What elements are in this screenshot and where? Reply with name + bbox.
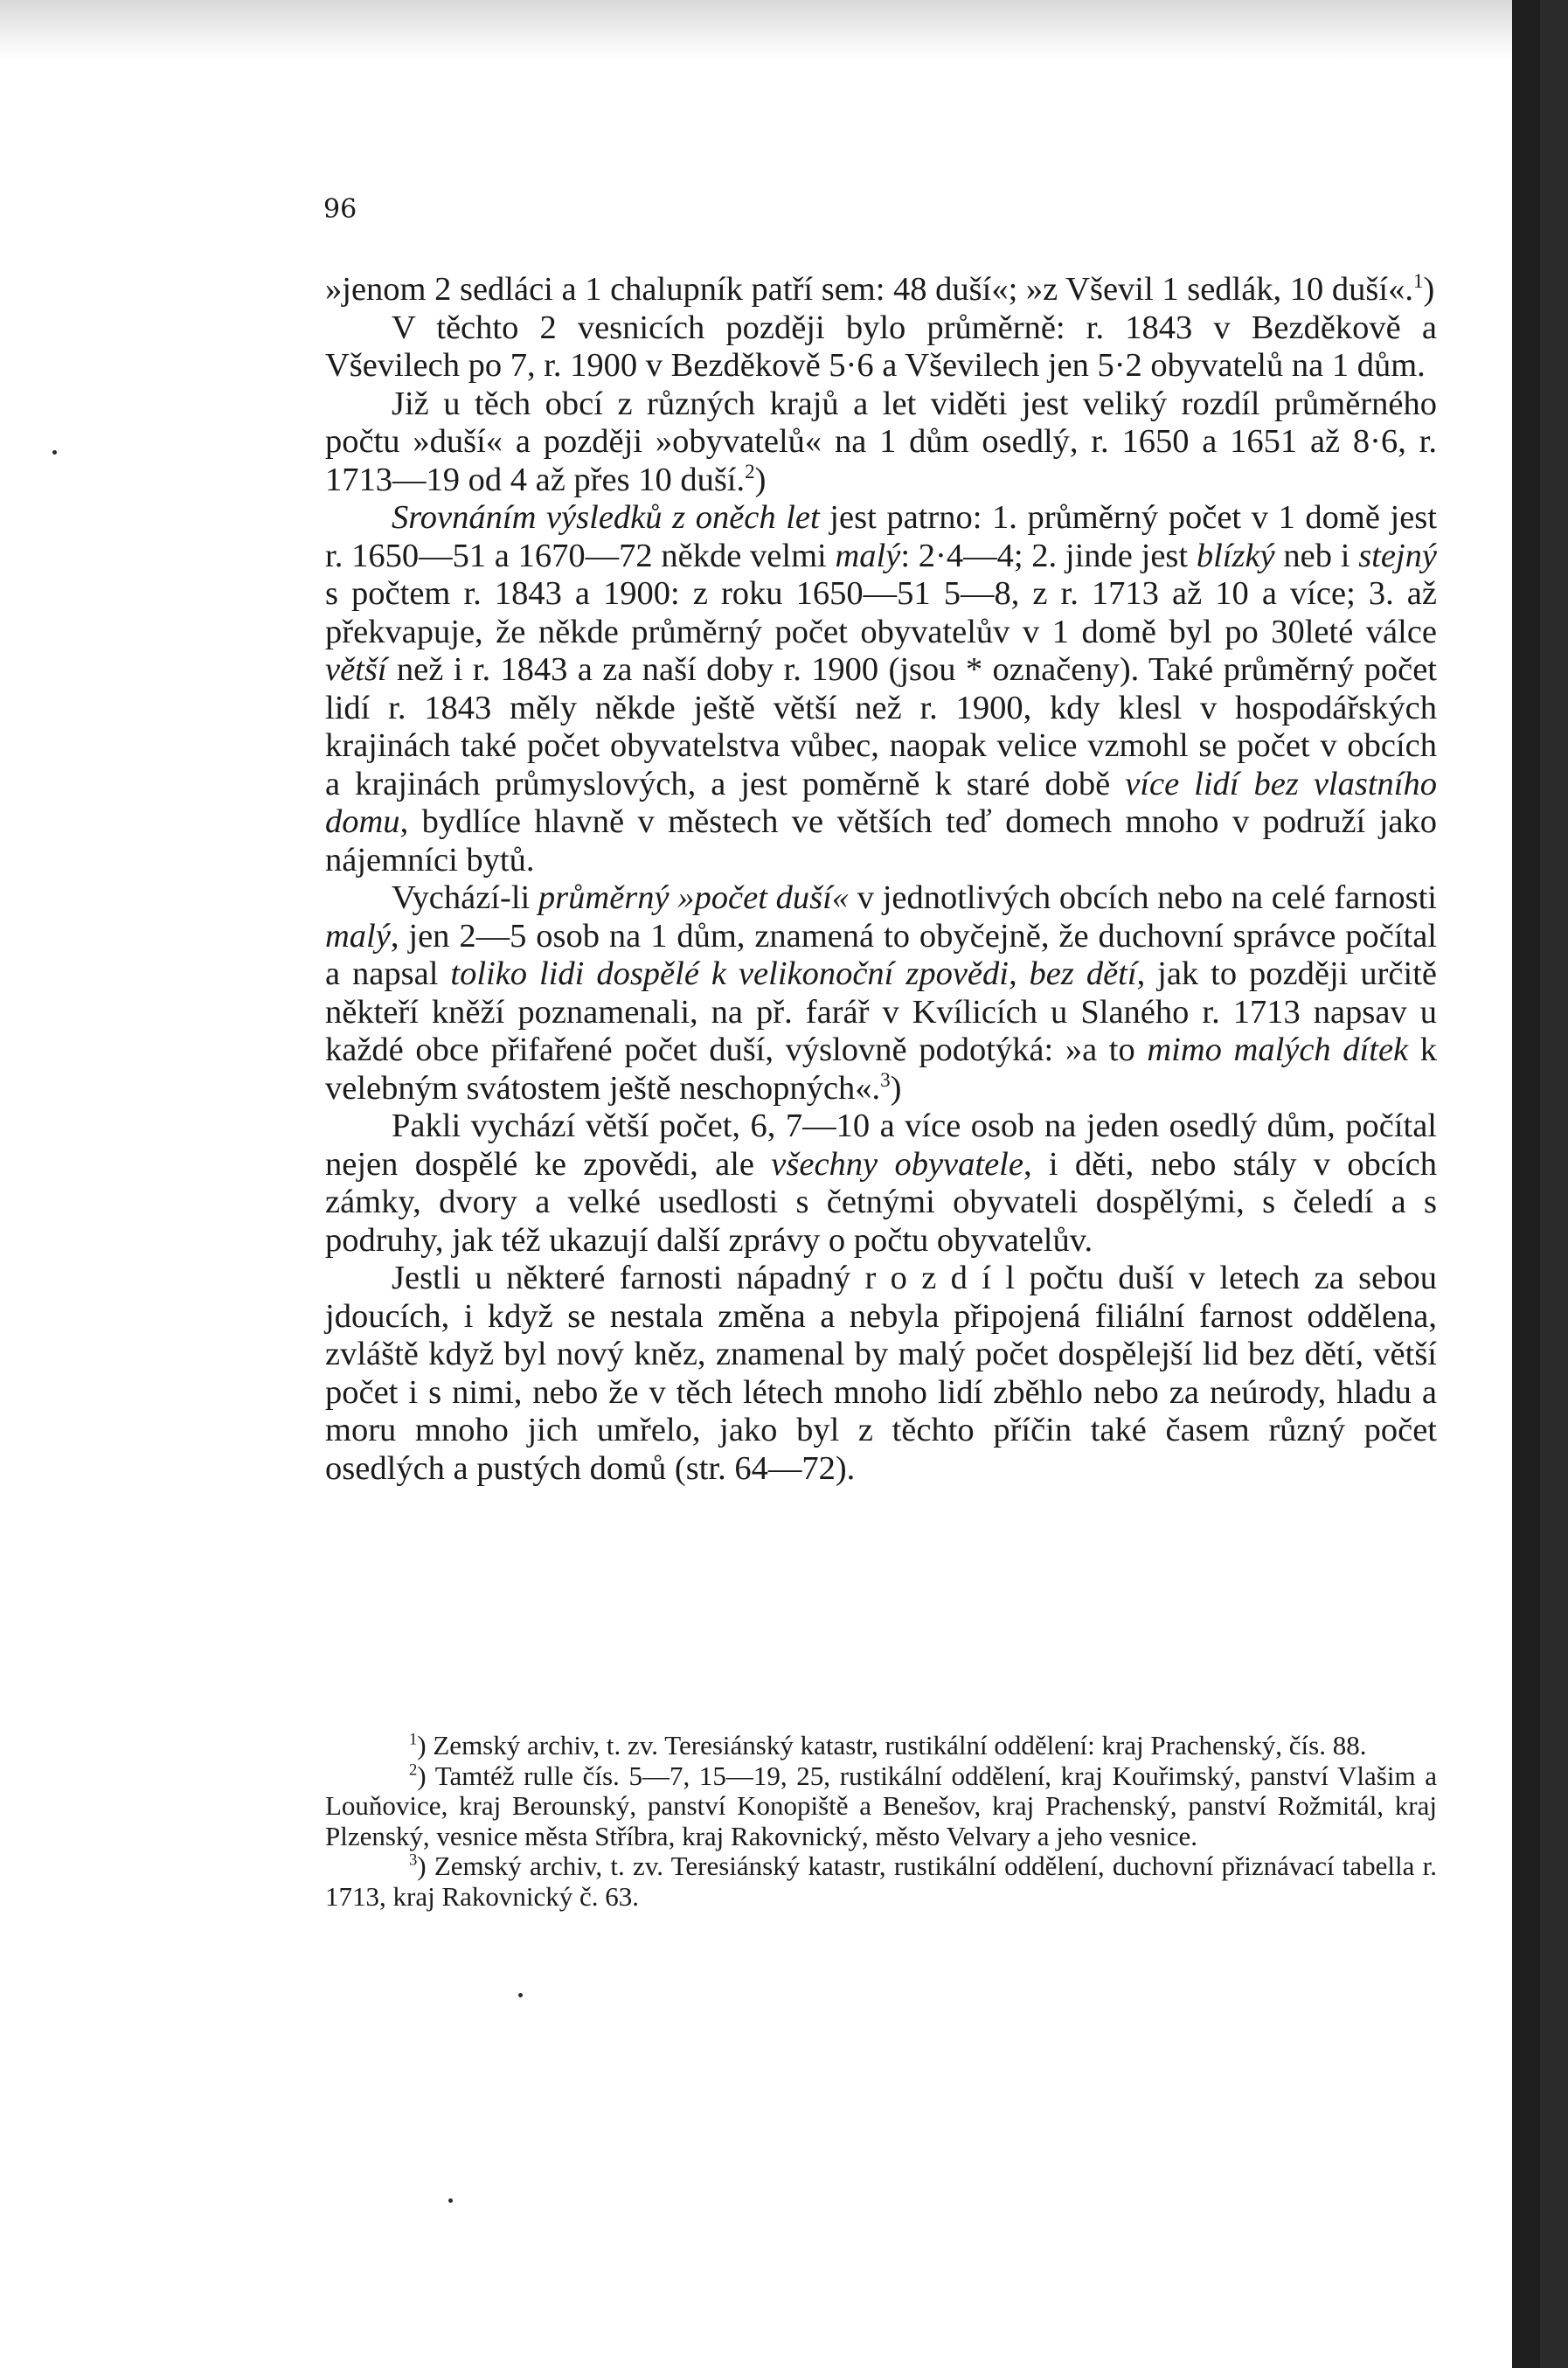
paragraph-3: Již u těch obcí z různých krajů a let viděti jest veliký rozdíl průměrného počtu »duší« a později »obyvatelů« na 1 dům osedlý, r. 1650 a 1651 až 8·6, r. 1713—19 od 4 až přes 10 duší.$^2$) [325, 385, 1437, 498]
paragraph-4: Srovnáním výsledků z oněch let jest patrno: 1. průměrný počet v 1 domě jest r. 1650—51 a 1670—72 někde velmi malý: 2·4—4; 2. jinde jest blízký neb i stejný s počtem r. 1843 a 1900: z roku 1650—51 5—8, z r. 1713 až 10 a více; 3. až překvapuje, že někde průměrný počet obyvatelův v 1 domě byl po 30leté válce větší než i r. 1843 a za naší doby r. 1900 (jsou * označeny). Také průměrný počet lidí r. 1843 měly někde ještě větší než r. 1900, kdy klesl v hospodářských krajinách také počet obyvatelstva vůbec, naopak velice vzmohl se počet v obcích a krajinách průmyslových, a jest poměrně k staré době více lidí bez vlastního domu, bydlíce hlavně v městech ve větších teď domech mnoho v podruží jako nájemníci bytů. [325, 499, 1437, 878]
footnote-1: $^1$) Zemský archiv, t. zv. Teresiánský katastr, rustikální oddělení: kraj Prachenský, čís. 88. [409, 1730, 1367, 1760]
footnote-3: $^3$) Zemský archiv, t. zv. Teresiánský katastr, rustikální oddělení, duchovní přiznávací tabella r. 1713, kraj Rakovnický č. 63. [325, 1851, 1437, 1912]
footnote-ref-2: 2 [745, 459, 755, 483]
scan-edge-right [1512, 0, 1540, 2368]
paragraph-6: Pakli vychází větší počet, 6, 7—10 a více osob na jeden osedlý dům, počítal nejen dospělé ke zpovědi, ale všechny obyvatele, i děti, nebo stály v obcích zámky, dvory a velké usedlosti s četnými obyvateli dospělými, s čeledí a s podruhy, jak též ukazují další zprávy o počtu obyvatelův. [325, 1108, 1437, 1259]
paragraph-7: Jestli u některé farnosti nápadný r o z d í l počtu duší v letech za sebou jdoucích, i když se nestala změna a nebyla připojená filiální farnost oddělena, zvláště když byl nový kněz, znamenal by malý počet dospělejší lid bez dětí, větší počet i s nimi, nebo že v těch létech mnoho lidí zběhlo nebo za neúrody, hladu a moru mnoho jich umřelo, jako byl z těchto příčin také časem různý počet osedlých a pustých domů (str. 64—72). [325, 1260, 1437, 1487]
scan-edge-top [0, 0, 1540, 61]
page-number: 96 [323, 194, 357, 225]
body-text [325, 271, 1437, 1488]
footnote-ref-3: 3 [880, 1067, 891, 1091]
scan-speck [52, 450, 57, 455]
scan-speck [448, 2198, 453, 2203]
paragraph-2: V těchto 2 vesnicích později bylo průměrně: r. 1843 v Bezděkově a Vševilech po 7, r. 1900 v Bezděkově 5·6 a Vševilech jen 5·2 obyvatelů na 1 dům. [325, 309, 1437, 384]
footnote-2: $^2$) Tamtéž rulle čís. 5—7, 15—19, 25, rustikální oddělení, kraj Kouřimský, panství Vlašim a Louňovice, kraj Berounský, panství Konopiště a Benešov, kraj Prachenský, panství Rožmitál, kraj Plzenský, vesnice města Stříbra, kraj Rakovnický, město Velvary a jeho vesnice. [325, 1760, 1437, 1851]
paragraph-5: Vychází-li průměrný »počet duší« v jednotlivých obcích nebo na celé farnosti malý, jen 2—5 osob na 1 dům, znamená to obyčejně, že duchovní správce počítal a napsal toliko lidi dospělé k velikonoční zpovědi, bez dětí, jak to později určitě někteří kněží poznamenali, na př. farář v Kvílicích u Slaného r. 1713 napsav u každé obce přifařené počet duší, výslovně podotýká: »a to mimo malých dítek k velebným svátostem ještě neschopných«.$^3$) [325, 879, 1437, 1107]
footnotes [325, 1731, 1437, 1912]
paragraph-1: »jenom 2 sedláci a 1 chalupník patří sem: 48 duší«; »z Vševil 1 sedlák, 10 duší«.$^1$) [325, 269, 1435, 308]
footnote-ref-1: 1 [1413, 269, 1424, 293]
scan-speck [518, 1993, 523, 1997]
